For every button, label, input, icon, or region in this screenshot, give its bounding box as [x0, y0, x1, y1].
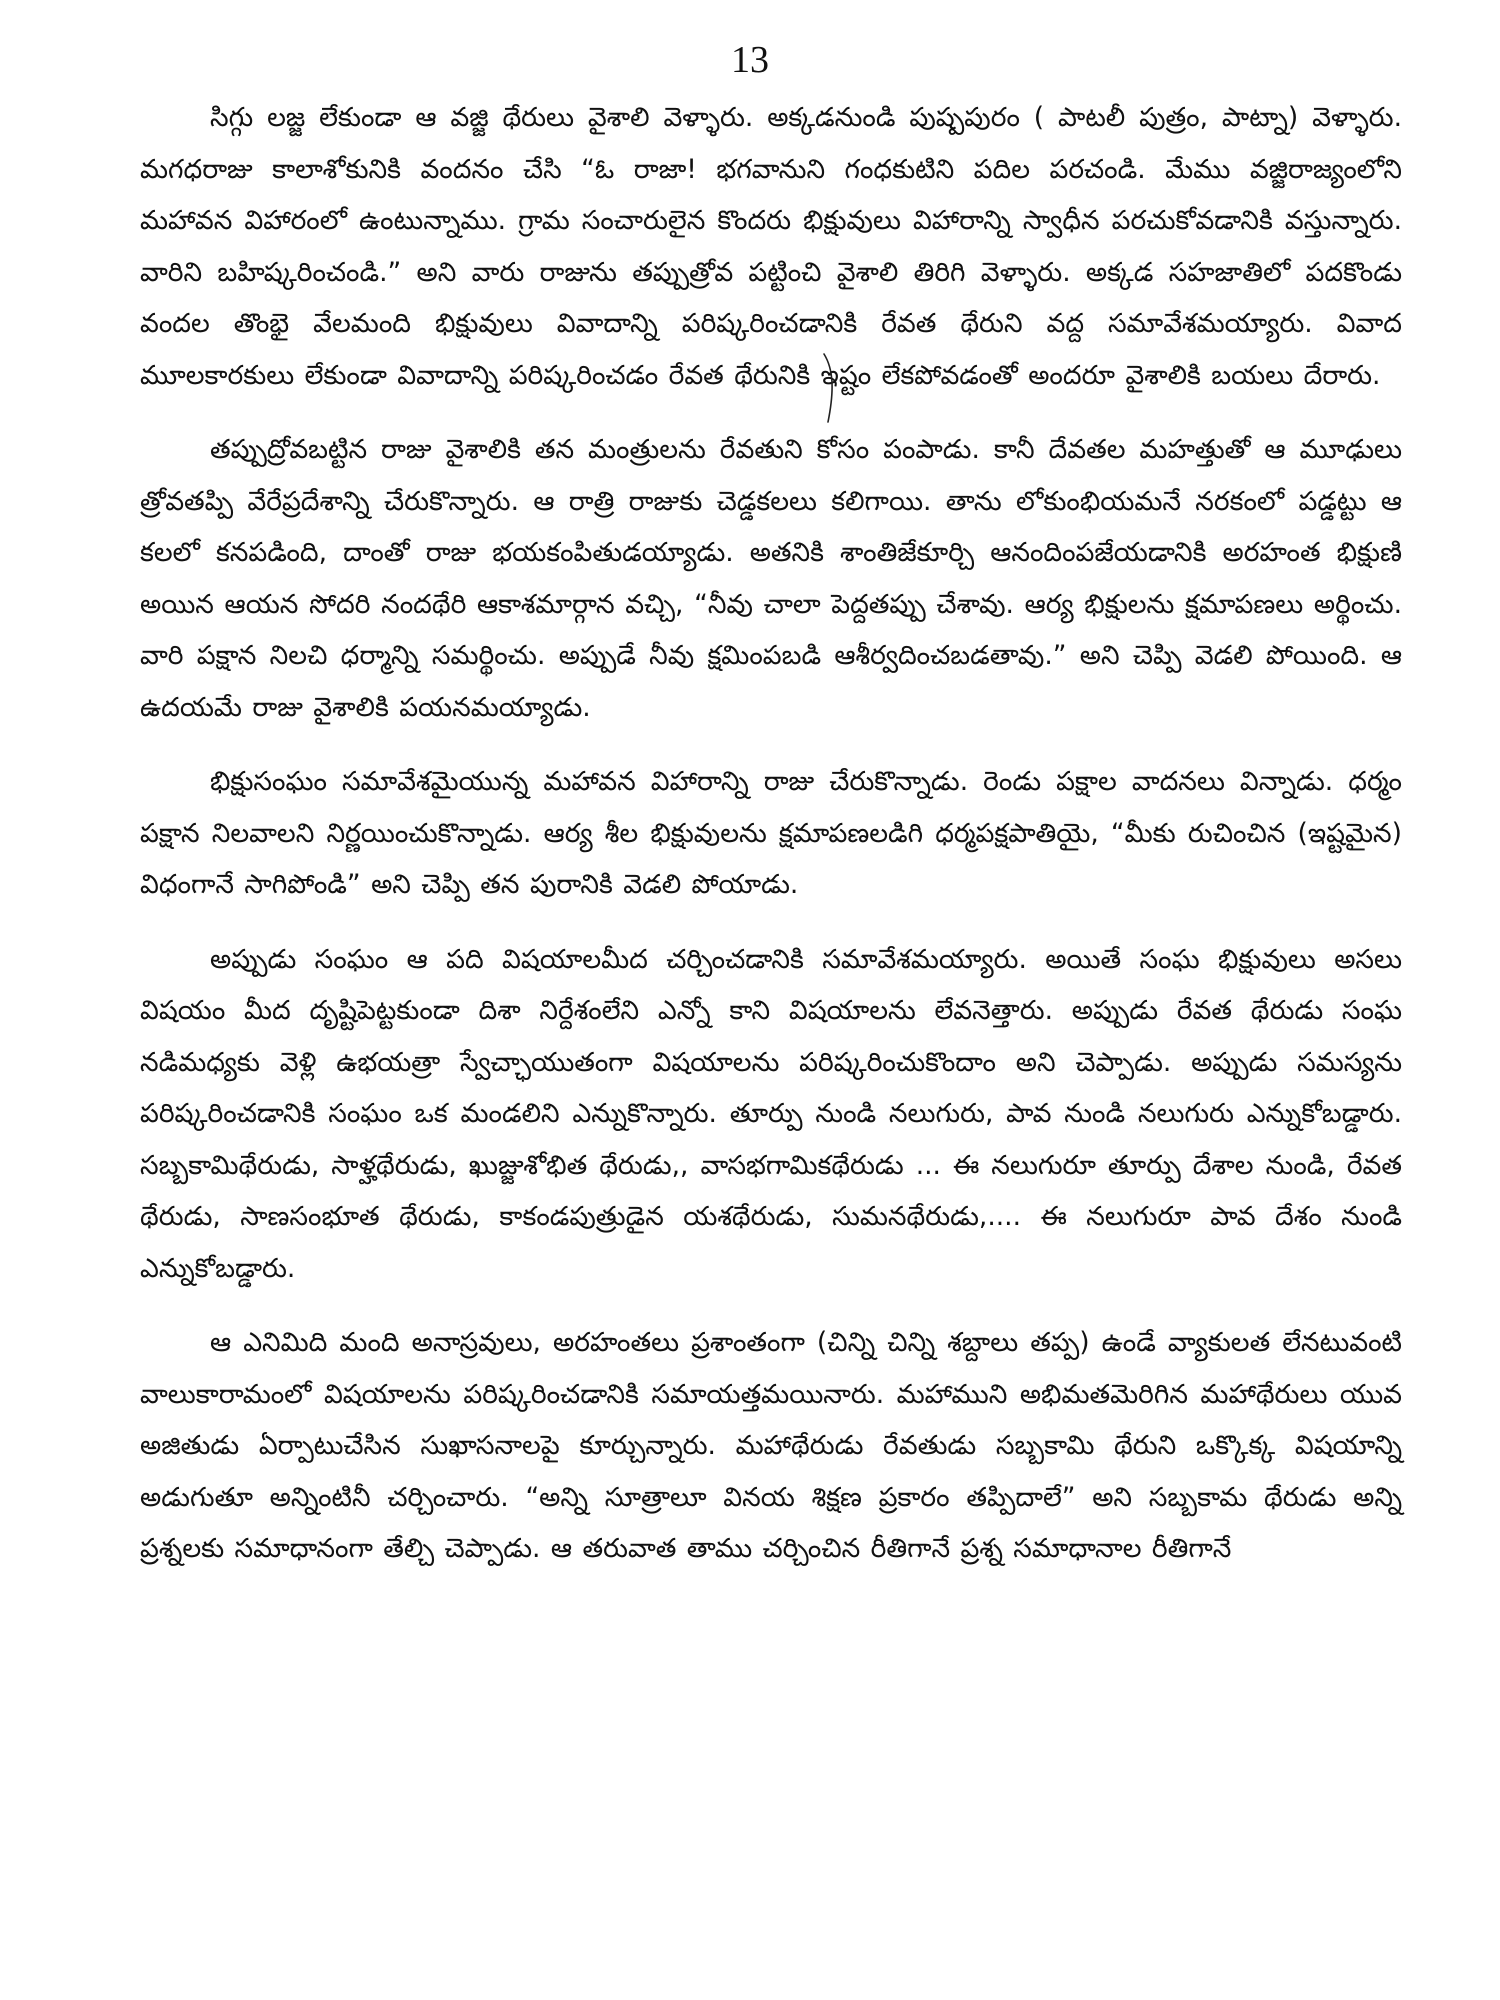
paragraph: ఆ ఎనిమిది మంది అనాస్రవులు, అరహంతలు ప్రశాంతంగా (చిన్ని చిన్ని శబ్దాలు తప్ప) ఉండే వ్యాకులత లేనటువంటి వాలుకారామంలో విషయాలను పరిష్కరించడానికి సమాయత్తమయినారు. మహాముని అభిమతమెరిగిన మహాథేరులు యువ అజితుడు ఏర్పాటుచేసిన సుఖాసనాలపై కూర్చున్నారు. మహాథేరుడు రేవతుడు సబ్బకామి థేరుని ఒక్కొక్క విషయాన్ని అడుగుతూ అన్నింటినీ చర్చించారు. “అన్ని సూత్రాలూ వినయ శిక్షణ ప్రకారం తప్పిదాలే” అని సబ్బకామ థేరుడు అన్ని ప్రశ్నలకు సమాధానంగా తేల్చి చెప్పాడు. ఆ తరువాత తాము చర్చించిన రీతిగానే ప్రశ్న సమాధానాల రీతిగానే [140, 1327, 1402, 1564]
paragraph: అప్పుడు సంఘం ఆ పది విషయాలమీద చర్చించడానికి సమావేశమయ్యారు. అయితే సంఘ భిక్షువులు అసలు విషయం మీద దృష్టిపెట్టకుండా దిశా నిర్దేశంలేని ఎన్నో కాని విషయాలను లేవనెత్తారు. అప్పుడు రేవత థేరుడు సంఘ నడిమధ్యకు వెళ్లి ఉభయత్రా స్వేచ్ఛాయుతంగా విషయాలను పరిష్కరించుకొందాం అని చెప్పాడు. అప్పుడు సమస్యను పరిష్కరించడానికి సంఘం ఒక మండలిని ఎన్నుకొన్నారు. తూర్పు నుండి నలుగురు, పావ నుండి నలుగురు ఎన్నుకోబడ్డారు. సబ్బకామిథేరుడు, సాళ్హథేరుడు, ఖుజ్జుశోభిత థేరుడు,, వాసభగామికథేరుడు ... ఈ నలుగురూ తూర్పు దేశాల నుండి, రేవత థేరుడు, సాణసంభూత థేరుడు, కాకండపుత్రుడైన యశథేరుడు, సుమనథేరుడు,.... ఈ నలుగురూ పావ దేశం నుండి ఎన్నుకోబడ్డారు. [140, 943, 1402, 1284]
paragraph: భిక్షుసంఘం సమావేశమైయున్న మహావన విహారాన్ని రాజు చేరుకొన్నాడు. రెండు పక్షాల వాదనలు విన్నాడు. ధర్మం పక్షాన నిలవాలని నిర్ణయించుకొన్నాడు. ఆర్య శీల భిక్షువులను క్షమాపణలడిగి ధర్మపక్షపాతియై, “మీకు రుచించిన (ఇష్టమైన) విధంగానే సాగిపోండి” అని చెప్పి తన పురానికి వెడలి పోయాడు. [140, 766, 1402, 900]
paragraph: తప్పుద్రోవబట్టిన రాజు వైశాలికి తన మంత్రులను రేవతుని కోసం పంపాడు. కానీ దేవతల మహత్తుతో ఆ మూఢులు త్రోవతప్పి వేరేప్రదేశాన్ని చేరుకొన్నారు. ఆ రాత్రి రాజుకు చెడ్డకలలు కలిగాయి. తాను లోకుంభియమనే నరకంలో పడ్డట్టు ఆ కలలో కనపడింది, దాంతో రాజు భయకంపితుడయ్యాడు. అతనికి శాంతిజేకూర్చి ఆనందింపజేయడానికి అరహంత భిక్షుణి అయిన ఆయన సోదరి నందథేరి ఆకాశమార్గాన వచ్చి, “నీవు చాలా పెద్దతప్పు చేశావు. ఆర్య భిక్షులను క్షమాపణలు అర్థించు. వారి పక్షాన నిలచి ధర్మాన్ని సమర్థించు. అప్పుడే నీవు క్షమింపబడి ఆశీర్వదించబడతావు.” అని చెప్పి వెడలి పోయింది. ఆ ఉదయమే రాజు వైశాలికి పయనమయ్యాడు. [140, 434, 1402, 723]
paragraph: సిగ్గు లజ్జ లేకుండా ఆ వజ్జి థేరులు వైశాలి వెళ్ళారు. అక్కడనుండి పుష్పపురం ( పాటలీ పుత్రం, పాట్నా) వెళ్ళారు. మగధరాజు కాలాశోకునికి వందనం చేసి “ఓ రాజా! భగవానుని గంధకుటిని పదిల పరచండి. మేము వజ్జిరాజ్యంలోని మహావన విహారంలో ఉంటున్నాము. గ్రామ సంచారులైన కొందరు భిక్షువులు విహారాన్ని స్వాధీన పరచుకోవడానికి వస్తున్నారు. వారిని బహిష్కరించండి.” అని వారు రాజును తప్పుత్రోవ పట్టించి వైశాలి తిరిగి వెళ్ళారు. అక్కడ సహజాతిలో పదకొండు వందల తొంభై వేలమంది భిక్షువులు వివాదాన్ని పరిష్కరించడానికి రేవత థేరుని వద్ద సమావేశమయ్యారు. వివాద మూలకారకులు లేకుండా వివాదాన్ని పరిష్కరించడం రేవత థేరునికి ఇష్టం లేకపోవడంతో అందరూ వైశాలికి బయలు దేరారు. [140, 102, 1403, 391]
page-number: 13 [731, 39, 769, 81]
page-body [140, 92, 1402, 1575]
